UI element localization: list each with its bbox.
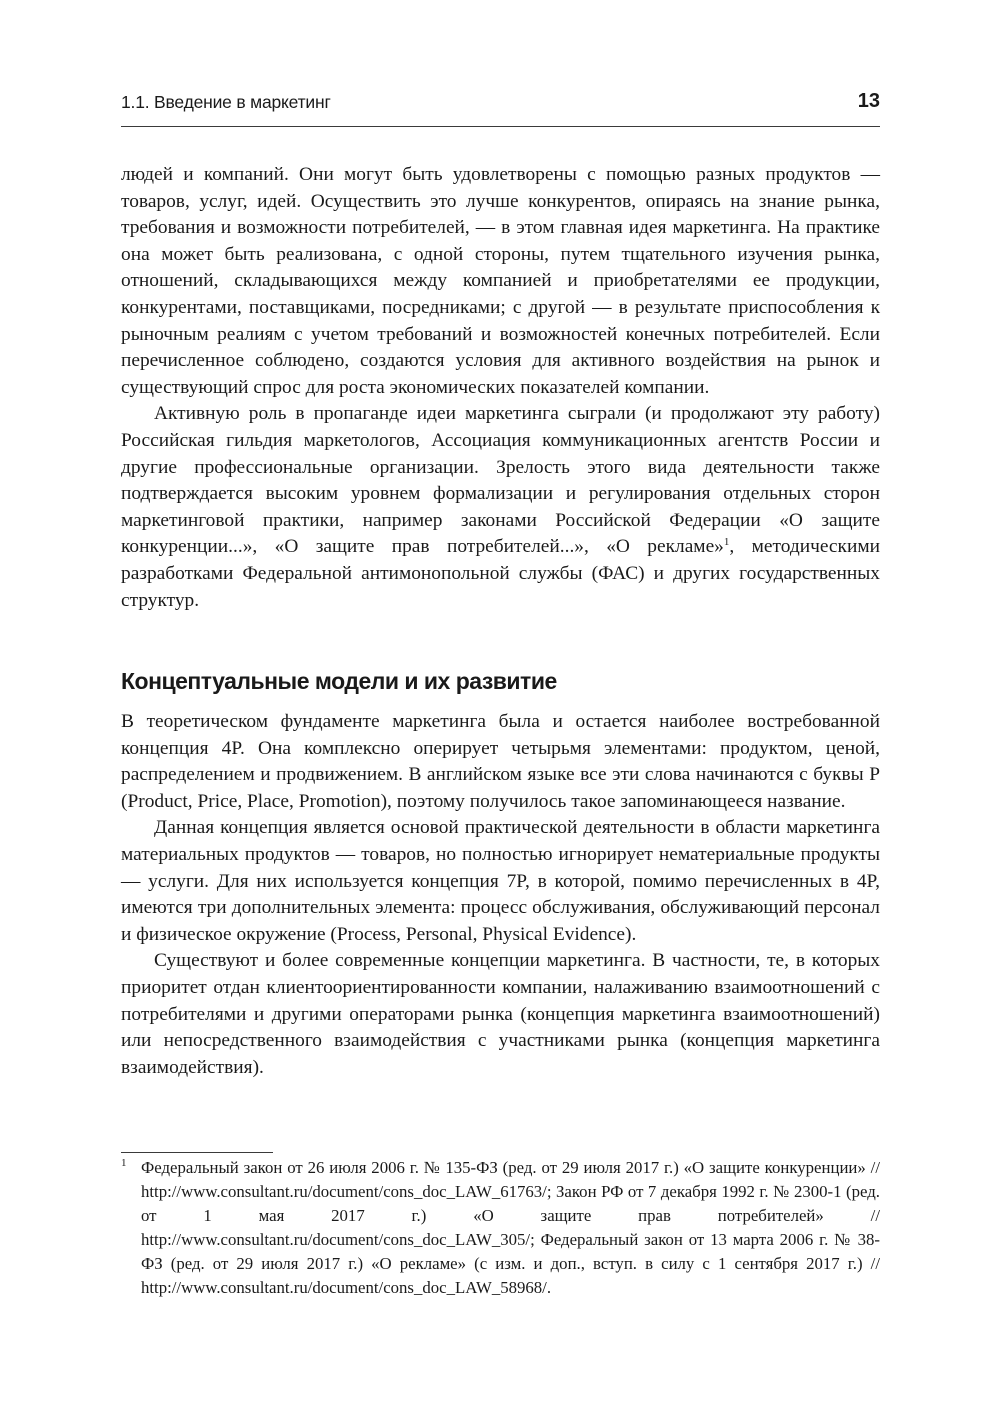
- paragraph-4p-concept: В теоретическом фундаменте маркетинга была и остается наиболее востребованной концепция 4P. Она комплексно оперирует четырьмя элементами: продуктом, ценой, распределением и продвижением. В английском языке все эти слова начинаются с буквы P (Product, Price, Place, Promotion), поэтому получилось такое запоминающееся название.: [121, 711, 880, 812]
- paragraph-modern-concepts: Существуют и более современные концепции маркетинга. В частности, те, в которых приоритет отдан клиентоориентированности компании, налаживанию взаимоотношений с потребителями и другими операторами рынка (концепция маркетинга взаимоотношений) или непосредственного взаимодействия с участниками рынка (концепция маркетинга взаимодействия).: [121, 950, 880, 1078]
- body-text-top: [121, 162, 880, 614]
- running-header: [121, 90, 880, 127]
- body-text-concepts: [121, 709, 880, 1081]
- paragraph-marketing-role-part2: , методическими разработками Федеральной антимонопольной службы (ФАС) и других государственных структур.: [121, 536, 880, 611]
- running-header-section-title: 1.1. Введение в маркетинг: [121, 92, 331, 112]
- paragraph-marketing-role: [121, 401, 880, 614]
- page-number: 13: [857, 90, 880, 112]
- book-page: [121, 0, 880, 1413]
- footnote: [121, 1156, 880, 1299]
- footnote-divider: [121, 1152, 273, 1153]
- footnote-text: Федеральный закон от 26 июля 2006 г. № 135-ФЗ (ред. от 29 июля 2017 г.) «О защите конкуренции» // http://www.consultant.ru/document/cons_doc_LAW_61763/; Закон РФ от 7 декабря 1992 г. № 2300-1 (ред. от 1 мая 2017 г.) «О защите прав потребителей» // http://www.consultant.ru/document/cons_doc_LAW_305/; Федеральный закон от 13 марта 2006 г. № 38-ФЗ (ред. от 29 июля 2017 г.) «О рекламе» (с изм. и доп., вступ. в силу с 1 сентября 2017 г.) // http://www.consultant.ru/document/cons_doc_LAW_58968/.: [141, 1158, 880, 1297]
- footnote-marker: 1: [121, 1157, 127, 1169]
- section-heading: Концептуальные модели и их развитие: [121, 668, 557, 694]
- footnote-reference[interactable]: 1: [723, 536, 730, 549]
- paragraph-7p-concept: Данная концепция является основой практической деятельности в области маркетинга материальных продуктов — товаров, но полностью игнорирует нематериальные продукты — услуги. Для них используется концепция 7P, в которой, помимо перечисленных в 4P, имеются три дополнительных элемента: процесс обслуживания, обслуживающий персонал и физическое окружение (Process, Personal, Physical Evidence).: [121, 817, 880, 945]
- paragraph-marketing-role-part1: Активную роль в пропаганде идеи маркетинга сыграли (и продолжают эту работу) Российская гильдия маркетологов, Ассоциация коммуникационных агентств России и другие профессиональные организации. Зрелость этого вида деятельности также подтверждается высоким уровнем формализации и регулирования отдельных сторон маркетинговой практики, например законами Российской Федерации «О защите конкуренции...», «О защите прав потребителей...», «О рекламе»: [121, 403, 880, 558]
- paragraph-continuation: людей и компаний. Они могут быть удовлетворены с помощью разных продуктов — товаров, услуг, идей. Осуществить это лучше конкурентов, опираясь на знание рынка, требования и возможности потребителей, — в этом главная идея маркетинга. На практике она может быть реализована, с одной стороны, путем тщательного изучения рынка, отношений, складывающихся между компанией и приобретателями ее продукции, конкурентами, поставщиками, посредниками; с другой — в результате приспособления к рыночным реалиям с учетом требований и возможностей конечных потребителей. Если перечисленное соблюдено, создаются условия для активного воздействия на рынок и существующий спрос для роста экономических показателей компании.: [121, 164, 880, 398]
